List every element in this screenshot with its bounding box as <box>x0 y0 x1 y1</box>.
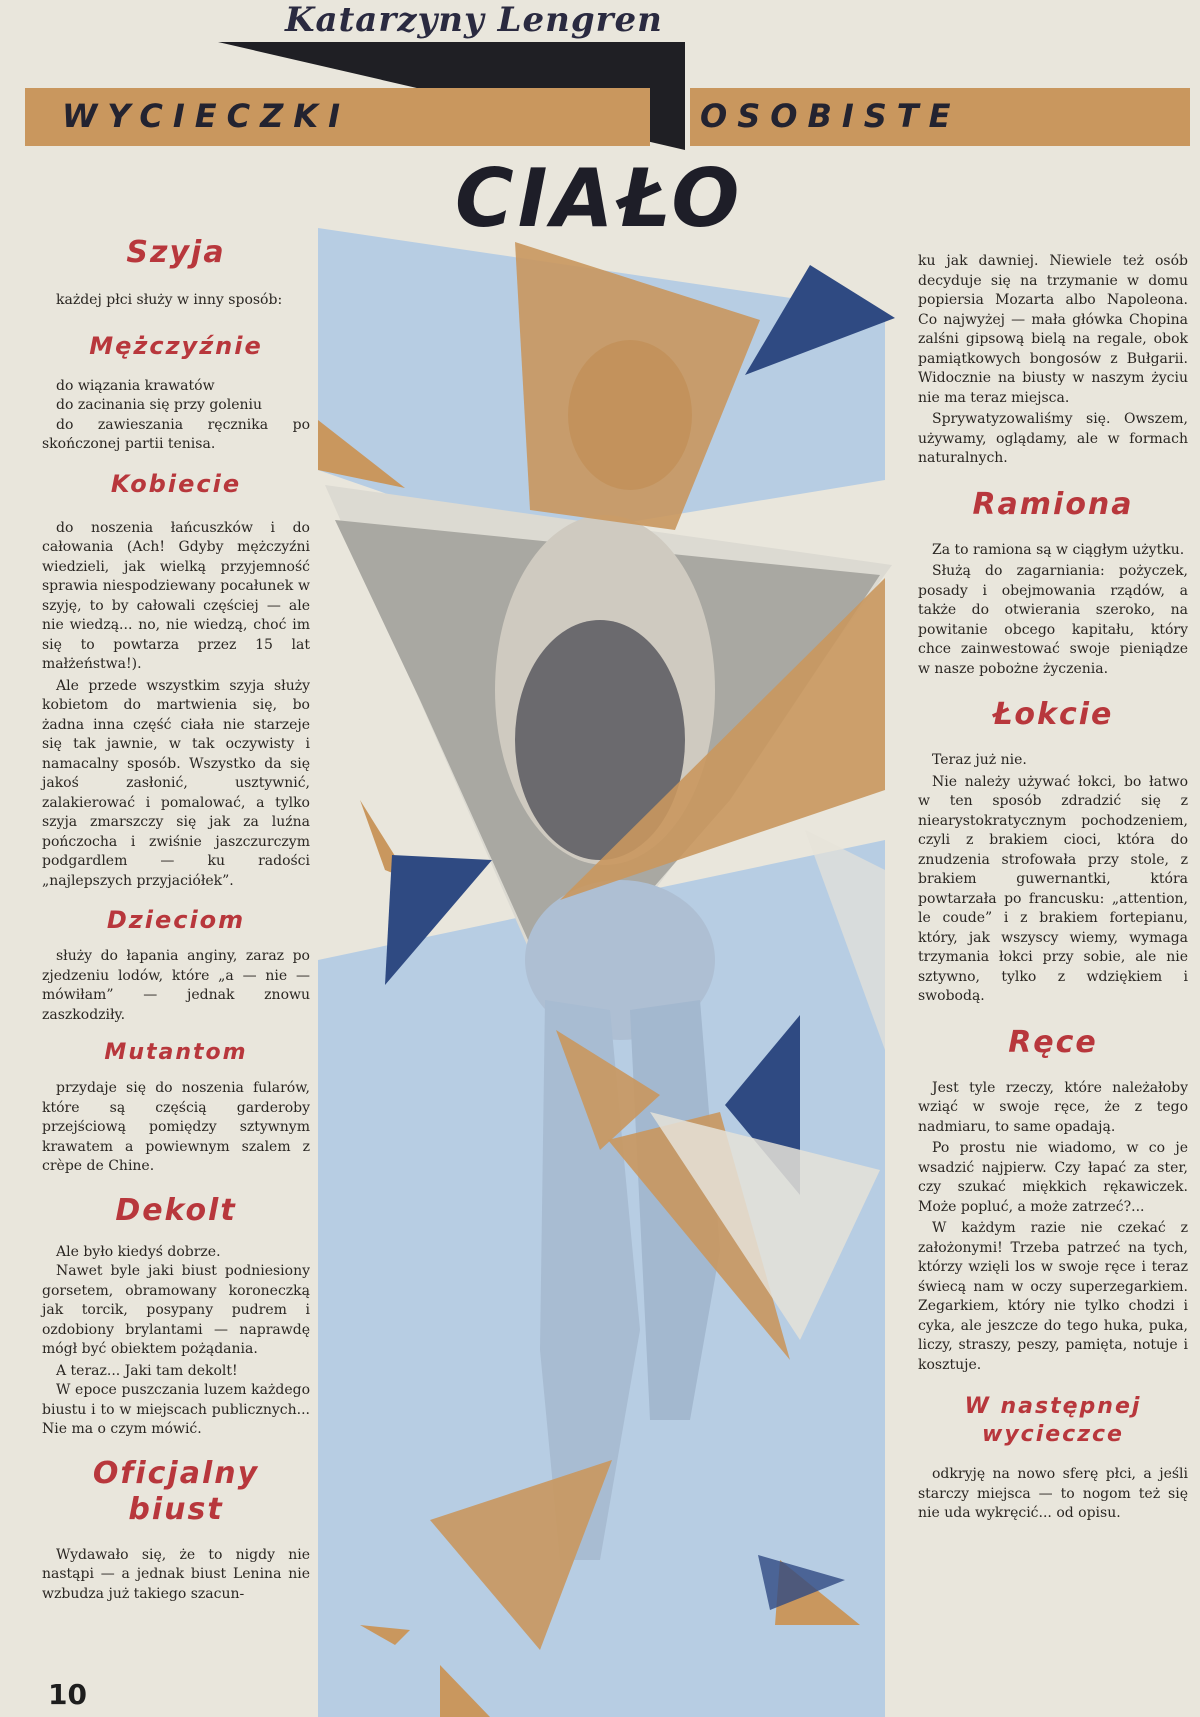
ramiona-paragraph-1: Za to ramiona są w ciągłym użytku. <box>932 541 1185 558</box>
intro-paragraph-2: Sprywatyzowaliśmy się. Owszem, używamy, oglądamy, ale w formach naturalnych. <box>918 411 1188 466</box>
heading-dzieciom: Dzieciom <box>106 906 246 934</box>
heading-biust: biust <box>128 1491 224 1527</box>
heading-lokcie: Łokcie <box>992 697 1114 732</box>
series-title-left: WYCIECZKI <box>62 97 350 135</box>
right-column <box>918 252 1188 1526</box>
page-number: 10 <box>48 1678 87 1711</box>
article-title: CIAŁO <box>455 152 744 245</box>
dekolt-paragraph-1: Ale było kiedyś dobrze. <box>56 1243 221 1260</box>
oficjalny-text: Wydawało się, że to nigdy nie nastąpi — a jednak biust Lenina nie wzbudza już takiego szacun- <box>42 1546 310 1602</box>
next-text: odkryję na nowo sferę płci, a jeśli starczy miejsca — to nogom też się nie uda wykręcić... od opisu. <box>918 1466 1188 1521</box>
mezczyznie-line-2: do zacinania się przy goleniu <box>56 397 262 413</box>
heading-dekolt: Dekolt <box>115 1192 237 1228</box>
mezczyznie-line-3: do zawieszania ręcznika po skończonej partii tenisa. <box>42 416 310 452</box>
ramiona-paragraph-2: Służą do zagarniania: pożyczek, posady i obejmowania rządów, a także do otwierania szeroko, na powitanie obcego kapitału, który chce zainwestować swoje pieniądze w nasze pobożne życzenia. <box>918 563 1188 677</box>
kobiecie-paragraph-1: do noszenia łańcuszków i do całowania (Ach! Gdyby mężczyźni wiedzieli, jak wielką przyjemność sprawia niespodziewany pocałunek w szyję, to by całowali częściej — ale nie wiedzą... no, nie wiedzą, choć im się to powtarza przez 15 lat małżeństwa!). <box>42 519 310 672</box>
rece-paragraph-3: W każdym razie nie czekać z założonymi! Trzeba patrzeć na tych, którzy wzięli los w swoje ręce i teraz świecą nam w oczy superzegarkiem. Zegarkiem, który nie tylko chodzi i cyka, ale jeszcze do tego huka, puka, liczy, straszy, peszy, pamięta, notuje i kosztuje. <box>918 1220 1188 1373</box>
left-column <box>42 235 310 1606</box>
author-name: Katarzyny Lengren <box>285 0 663 40</box>
dekolt-paragraph-4: W epoce puszczania luzem każdego biustu i to w miejscach publicznych... Nie ma o czym mówić. <box>42 1382 310 1437</box>
heading-rece: Ręce <box>1008 1024 1098 1060</box>
mutantom-text: przydaje się do noszenia fularów, które są częścią garderoby przejściową pomiędzy sztywnym krawatem a powiewnym szalem z crèpe de Chine. <box>42 1080 310 1174</box>
mezczyznie-line-1: do wiązania krawatów <box>56 377 215 394</box>
szyja-text: każdej płci służy w inny sposób: <box>56 292 283 308</box>
dekolt-paragraph-3: A teraz... Jaki tam dekolt! <box>56 1362 238 1379</box>
rece-paragraph-2: Po prostu nie wiadomo, w co je wsadzić najpierw. Czy łapać za ster, czy szukać miękkich rękawiczek. Może popluć, a może zatrzeć?... <box>918 1140 1188 1215</box>
heading-mutantom: Mutantom <box>104 1040 248 1065</box>
heading-kobiecie: Kobiecie <box>110 469 242 498</box>
heading-ramiona: Ramiona <box>972 486 1134 522</box>
kobiecie-paragraph-2: Ale przede wszystkim szyja służy kobietom do martwienia się, bo żadna inna część ciała nie starzeje się tak jawnie, w tak oczywisty i namacalny sposób. Wszystko da się jakoś zasłonić, usztywnić, zalakierować i pomalować, a tylko szyja zmarszczy się jak za luźna pończocha i zwiśnie jaszczurczym podgardlem — ku radości „najlepszych przyjaciółek”. <box>42 677 310 889</box>
intro-paragraph-1: ku jak dawniej. Niewiele też osób decyduje się na trzymanie w domu popiersia Mozarta albo Napoleona. Co najwyżej — mała główka Chopina zalśni gipsową bielą na regale, obok pamiątkowych bongosów z Bułgarii. Widocznie na biusty w naszym życiu nie ma teraz miejsca. <box>918 253 1188 406</box>
heading-wycieczce: wycieczce <box>982 1422 1124 1447</box>
dekolt-paragraph-2: Nawet byle jaki biust podniesiony gorsetem, obramowany koroneczką jak torcik, posypany pudrem i ozdobiony brylantami — naprawdę mógł być obiektem pożądania. <box>42 1263 310 1357</box>
lokcie-paragraph-2: Nie należy używać łokci, bo łatwo w ten sposób zdradzić się z niearystokratycznym pochodzeniem, czyli z brakiem cioci, która do znudzenia strofowała przy stole, z brakiem guwernantki, która powtarzała po francusku: „attention, le coude” i z brakiem fortepianu, który, jak wszyscy wiemy, wymaga trzymania łokci przy sobie, ale nie sztywno, tylko z wdziękiem i swobodą. <box>918 773 1188 1004</box>
dzieciom-text: służy do łapania anginy, zaraz po zjedzeniu lodów, które „a — nie — mówiłam” — jednak znowu zaszkodziły. <box>42 948 310 1023</box>
rece-paragraph-1: Jest tyle rzeczy, które należałoby wziąć w swoje ręce, że z tego nadmiaru, to same opadają. <box>918 1079 1188 1135</box>
heading-oficjalny: Oficjalny <box>92 1455 260 1491</box>
heading-szyja: Szyja <box>126 235 226 270</box>
heading-w-nastepnej: W następnej <box>964 1394 1142 1419</box>
series-title-right: OSOBISTE <box>700 97 961 135</box>
heading-mezczyznie: Mężczyźnie <box>89 331 263 360</box>
lokcie-paragraph-1: Teraz już nie. <box>932 752 1027 768</box>
